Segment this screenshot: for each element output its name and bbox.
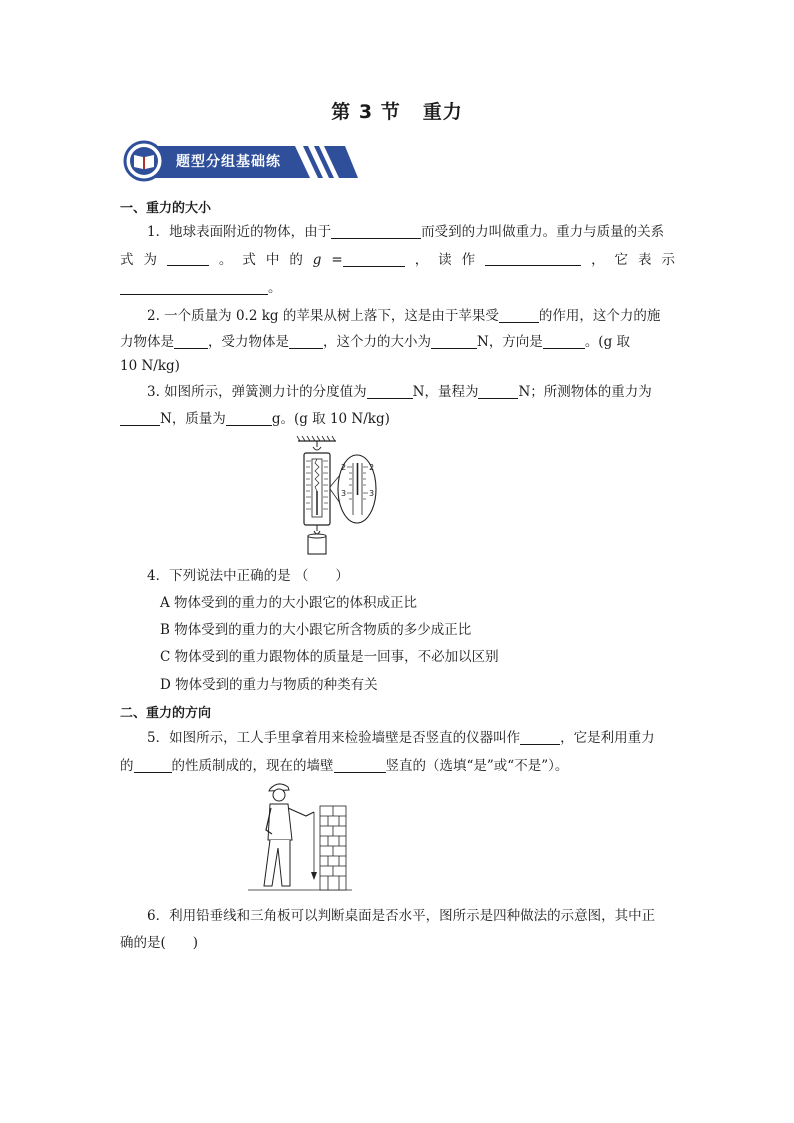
title-topic: 重力 — [422, 101, 463, 123]
banner-label: 题型分组基础练 — [176, 154, 281, 170]
q1-blank-5[interactable] — [120, 279, 268, 295]
q3-line-1: 3. 如图所示，弹簧测力计的分度值为 N，量程为 N；所测物体的重力为 — [147, 384, 652, 400]
q4-option-a[interactable]: A 物体受到的重力的大小跟它的体积成正比 — [160, 595, 418, 611]
q5-blank-3[interactable] — [334, 757, 386, 773]
q5-blank-1[interactable] — [520, 729, 560, 745]
q2-line-2: 力物体是 ，受力物体是 ，这个力的大小为 N，方向是 。(g 取 — [120, 334, 631, 350]
spring-scale-figure — [292, 435, 382, 560]
q5-blank-2[interactable] — [134, 757, 172, 773]
q3-blank-4[interactable] — [226, 410, 272, 426]
q1-line-3: 。 — [120, 278, 282, 298]
book-icon — [134, 155, 154, 169]
q3-blank-3[interactable] — [120, 410, 160, 426]
q1-blank-3[interactable] — [343, 251, 405, 267]
scale-label-2-right: 2 — [369, 463, 375, 472]
q5-line-2: 的 的性质制成的，现在的墙壁 竖直的（选填“是”或“不是”）。 — [120, 758, 569, 774]
scale-label-3-right: 3 — [369, 489, 375, 498]
q6-line-1: 6．利用铅垂线和三角板可以判断桌面是否水平，图所示是四种做法的示意图，其中正 — [147, 908, 656, 924]
q4-option-c[interactable]: C 物体受到的重力跟物体的质量是一回事，不必加以区别 — [160, 649, 499, 665]
q2-blank-4[interactable] — [431, 333, 477, 349]
q5-line-1: 5．如图所示，工人手里拿着用来检验墙壁是否竖直的仪器叫作 ，它是利用重力 — [147, 730, 655, 746]
q6-line-2: 确的是( ) — [120, 935, 199, 951]
scale-label-2-left: 2 — [341, 463, 347, 472]
q1-line-1: 1．地球表面附近的物体，由于 而受到的力叫做重力。重力与质量的关系 — [147, 224, 665, 240]
title-section-number: 第 3 节 — [331, 101, 401, 123]
q1-blank-2[interactable] — [167, 250, 209, 266]
q3-blank-2[interactable] — [478, 383, 518, 399]
q2-line-3: 10 N/kg) — [120, 358, 180, 374]
q1-blank-1[interactable] — [331, 223, 421, 239]
section-heading-1: 一、重力的大小 — [120, 201, 212, 216]
q3-line-2: N，质量为 g。(g 取 10 N/kg) — [120, 409, 390, 429]
page-title — [0, 97, 794, 124]
q4-option-d[interactable]: D 物体受到的重力与物质的种类有关 — [160, 677, 378, 693]
q4-stem: 4．下列说法中正确的是 （ ） — [147, 568, 349, 584]
q2-blank-2[interactable] — [174, 333, 208, 349]
q1-blank-4[interactable] — [485, 250, 581, 266]
scale-label-3-left: 3 — [341, 489, 347, 498]
q2-blank-5[interactable] — [543, 333, 585, 349]
worker-plumb-line-figure — [248, 778, 352, 894]
q2-blank-3[interactable] — [289, 333, 323, 349]
q1-line-2: 式 为 。 式 中 的 g = ， 读 作 ， 它 表 示 — [120, 252, 675, 268]
section-heading-2: 二、重力的方向 — [120, 706, 212, 721]
q2-line-1: 2. 一个质量为 0.2 kg 的苹果从树上落下，这是由于苹果受 的作用，这个力的施 — [147, 308, 661, 324]
q3-blank-1[interactable] — [367, 383, 413, 399]
q4-option-b[interactable]: B 物体受到的重力的大小跟它所含物质的多少成正比 — [160, 622, 472, 638]
q2-blank-1[interactable] — [499, 307, 539, 323]
